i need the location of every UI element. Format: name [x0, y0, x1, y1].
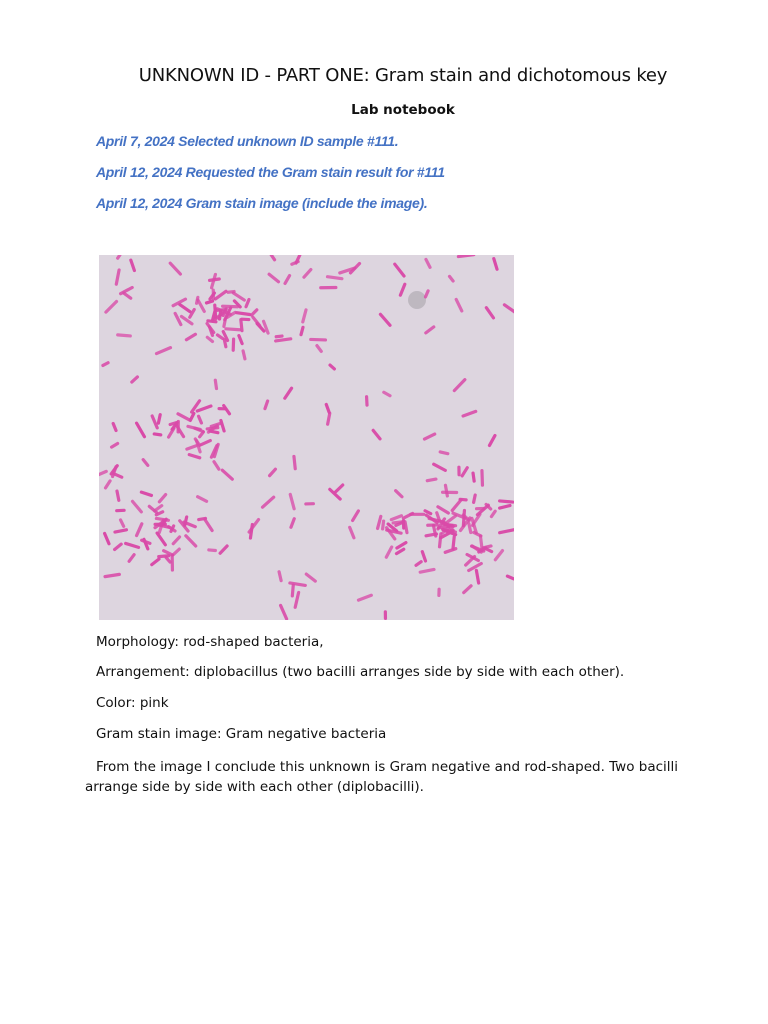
- conclusion-paragraph: From the image I conclude this unknown is Gram negative and rod-shaped. Two bacilli arrange side by side with each other (diplobacilli).: [85, 759, 679, 795]
- observation-morphology: Morphology: rod-shaped bacteria,: [96, 634, 324, 650]
- observation-gram-result: Gram stain image: Gram negative bacteria: [96, 726, 387, 742]
- log-entry-gram-stain-request: April 12, 2024 Requested the Gram stain result for #111: [96, 164, 445, 180]
- gram-stain-micrograph: [99, 255, 514, 620]
- observation-color: Color: pink: [96, 695, 169, 711]
- log-entry-gram-stain-image: April 12, 2024 Gram stain image (include the image).: [96, 195, 428, 211]
- observation-arrangement: Arrangement: diplobacillus (two bacilli arranges side by side with each other).: [96, 664, 625, 680]
- gram-stain-image: [99, 255, 514, 620]
- document-subtitle: Lab notebook: [351, 102, 455, 118]
- log-entry-sample-selected: April 7, 2024 Selected unknown ID sample #111.: [96, 133, 399, 149]
- document-title: UNKNOWN ID - PART ONE: Gram stain and dichotomous key: [138, 65, 668, 86]
